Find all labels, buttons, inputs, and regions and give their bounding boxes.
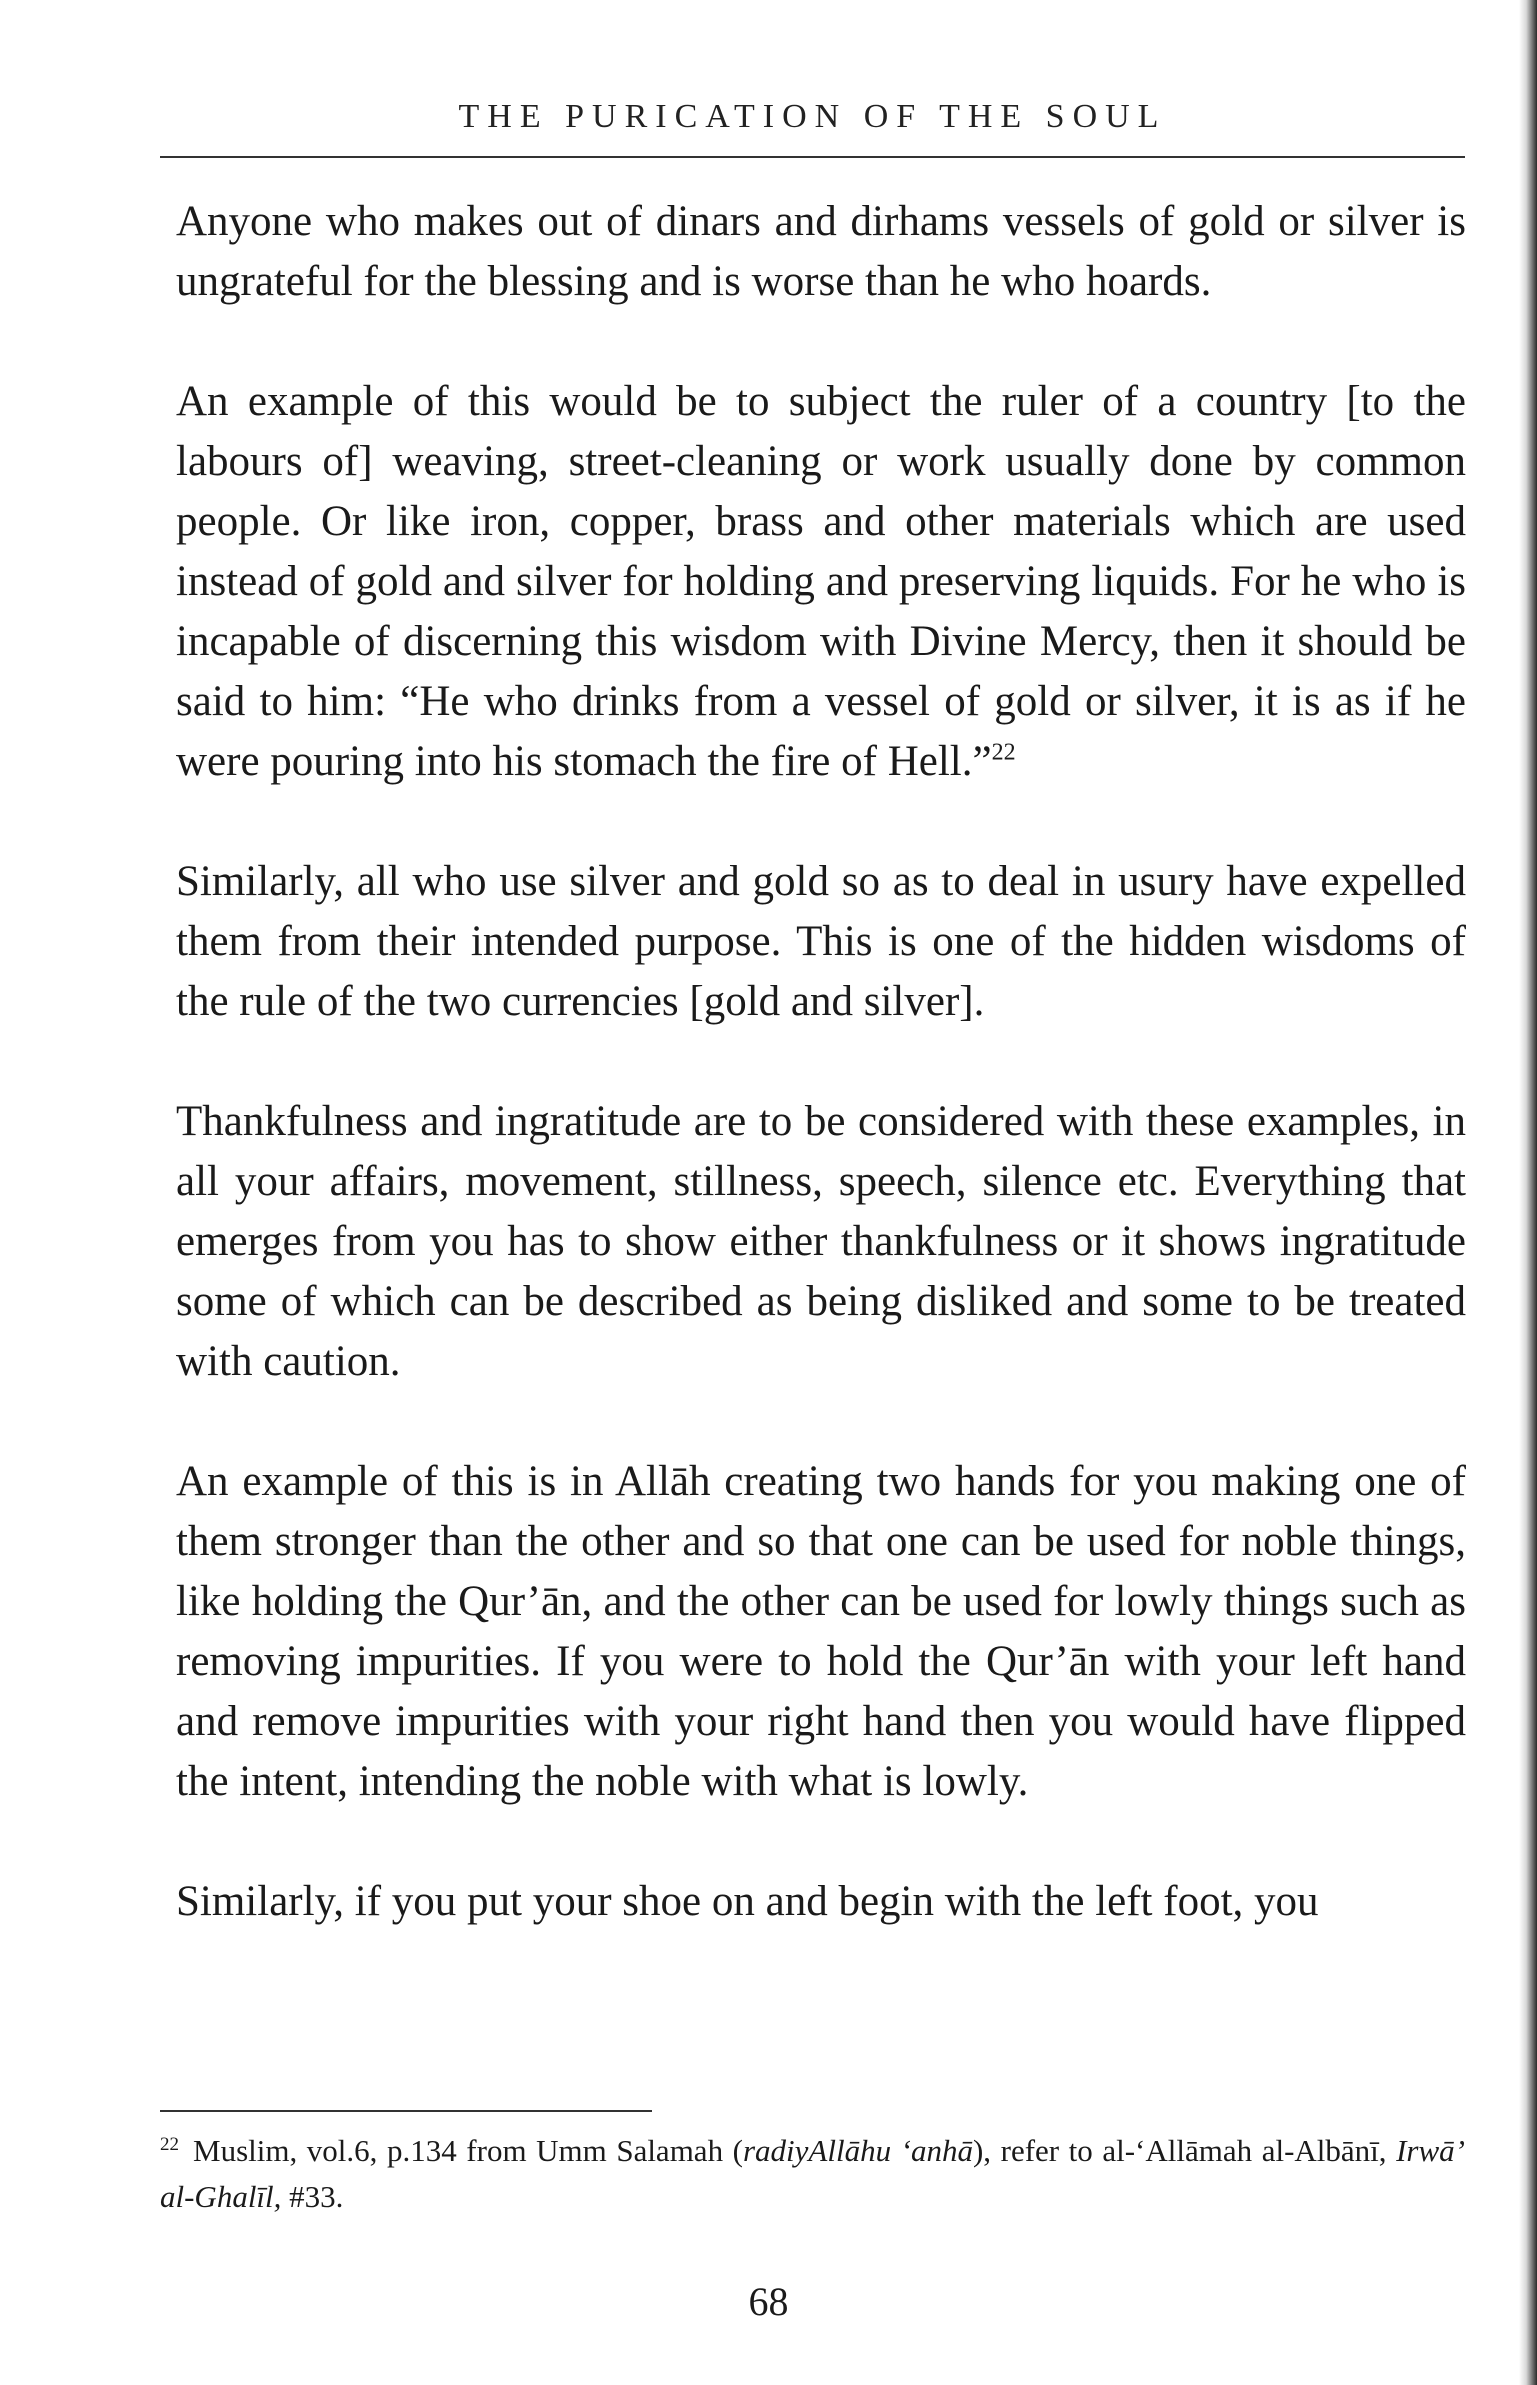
paragraph-5 [176, 1452, 1466, 1812]
paragraph-1 [176, 192, 1466, 312]
running-head: THE PURICATION OF THE SOUL [458, 98, 1167, 135]
header-rule [160, 156, 1465, 158]
footnote-number: 22 [160, 2133, 179, 2155]
page-number: 68 [748, 2279, 789, 2324]
paragraph-3-text: Similarly, all who use silver and gold so as to deal in usury have expelled them from their intended purpose. This is one of the hidden wisdoms of the rule of the two currencies [gold and silver]. [176, 858, 1466, 1025]
footnote-italic-2: Irwā’ al-Ghalīl, [160, 2133, 1465, 2214]
footnote-text-1: Muslim, vol.6, p.134 from Umm Salamah ( [193, 2133, 743, 2168]
footnote-reference[interactable]: 22 [991, 739, 1016, 766]
page-edge-shadow [1519, 0, 1537, 2385]
footnote-italic-1: radiyAllāhu ‘anhā [742, 2133, 973, 2168]
paragraph-4 [176, 1092, 1466, 1392]
footnote [160, 2128, 1465, 2220]
paragraph-1-text: Anyone who makes out of dinars and dirhams vessels of gold or silver is ungrateful for the blessing and is worse than he who hoards. [176, 198, 1466, 305]
footnote-rule [160, 2110, 652, 2112]
footnote-text-2: ), refer to al-‘Allāmah al-Albānī, [972, 2133, 1397, 2168]
paragraph-6-text: Similarly, if you put your shoe on and begin with the left foot, you [176, 1878, 1319, 1925]
body-text [176, 192, 1466, 1932]
paragraph-4-text: Thankfulness and ingratitude are to be considered with these examples, in all your affairs, movement, stillness, speech, silence etc. Everything that emerges from you has to show either thankfulness or it shows ingratitude some of which can be described as being disliked and some to be treated with caution. [176, 1098, 1466, 1385]
footnote-text-3: #33. [281, 2179, 344, 2214]
paragraph-6 [176, 1872, 1466, 1932]
paragraph-3 [176, 852, 1466, 1032]
paragraph-5-text: An example of this is in Allāh creating two hands for you making one of them stronger than the other and so that one can be used for noble things, like holding the Qur’ān, and the other can be used for lowly things such as removing impurities. If you were to hold the Qur’ān with your left hand and remove impurities with your right hand then you would have flipped the intent, intending the noble with what is lowly. [176, 1458, 1466, 1805]
paragraph-2 [176, 372, 1466, 792]
paragraph-2-text: An example of this would be to subject the ruler of a country [to the labours of] weaving, street-cleaning or work usually done by common people. Or like iron, copper, brass and other materials which are used instead of gold and silver for holding and preserving liquids. For he who is incapable of discerning this wisdom with Divine Mercy, then it should be said to him: “He who drinks from a vessel of gold or silver, it is as if he were pouring into his stomach the fire of Hell.” [176, 378, 1466, 785]
